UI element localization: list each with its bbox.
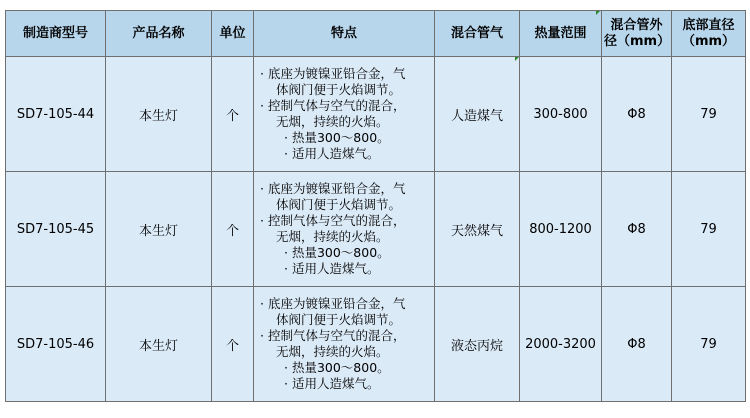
cell-pipe-diameter: Φ8 xyxy=(602,57,672,172)
cell-pipe-diameter: Φ8 xyxy=(602,287,672,402)
cell-features xyxy=(254,287,435,402)
feature-line: 无烟，持续的火焰。 xyxy=(276,344,389,359)
header-base-line1: 底部直径 xyxy=(682,17,735,33)
feature-line: · 热量300～800。 xyxy=(284,130,390,145)
cell-base-diameter: 79 xyxy=(672,172,746,287)
feature-line: · 适用人造煤气。 xyxy=(284,261,380,276)
header-model: 制造商型号 xyxy=(6,11,106,57)
table-header-row xyxy=(6,11,746,57)
cell-model: SD7-105-46 xyxy=(6,287,106,402)
product-table-container xyxy=(5,10,746,402)
feature-line: · 适用人造煤气。 xyxy=(284,146,380,161)
cell-features xyxy=(254,57,435,172)
cell-unit: 个 xyxy=(212,287,254,402)
cell-product-name: 本生灯 xyxy=(106,57,212,172)
cell-base-diameter: 79 xyxy=(672,287,746,402)
header-gas: 混合管气 xyxy=(435,11,520,57)
header-pipe-line1: 混合管外 xyxy=(610,17,663,33)
feature-line: · 控制气体与空气的混合， xyxy=(260,328,406,343)
cell-unit: 个 xyxy=(212,57,254,172)
table-row xyxy=(6,287,746,402)
feature-line: · 底座为镀镍亚铅合金，气 xyxy=(260,181,406,196)
cell-unit: 个 xyxy=(212,172,254,287)
header-pipe-diameter xyxy=(602,11,672,57)
header-product-name: 产品名称 xyxy=(106,11,212,57)
header-features: 特点 xyxy=(254,11,435,57)
header-unit: 单位 xyxy=(212,11,254,57)
table-row xyxy=(6,172,746,287)
feature-line: 无烟，持续的火焰。 xyxy=(276,114,389,129)
cell-pipe-diameter: Φ8 xyxy=(602,172,672,287)
feature-line: · 热量300～800。 xyxy=(284,360,390,375)
feature-line: · 底座为镀镍亚铅合金，气 xyxy=(260,66,406,81)
header-base-diameter xyxy=(672,11,746,57)
feature-line: · 热量300～800。 xyxy=(284,245,390,260)
cell-heat-range: 300-800 xyxy=(520,57,602,172)
cell-features xyxy=(254,172,435,287)
cell-heat-range: 2000-3200 xyxy=(520,287,602,402)
feature-line: 体阀门便于火焰调节。 xyxy=(276,312,402,327)
feature-line: · 适用人造煤气。 xyxy=(284,376,380,391)
feature-line: · 控制气体与空气的混合， xyxy=(260,98,406,113)
cell-gas: 天然煤气 xyxy=(435,172,520,287)
feature-line: 体阀门便于火焰调节。 xyxy=(276,82,402,97)
cell-heat-range: 800-1200 xyxy=(520,172,602,287)
feature-line: · 控制气体与空气的混合， xyxy=(260,213,406,228)
cell-gas: 液态丙烷 xyxy=(435,287,520,402)
cell-comment-marker xyxy=(515,57,519,61)
cell-model: SD7-105-45 xyxy=(6,172,106,287)
product-spec-table xyxy=(5,10,746,402)
header-pipe-line2: 径（mm） xyxy=(604,33,671,49)
feature-line: · 底座为镀镍亚铅合金，气 xyxy=(260,296,406,311)
cell-model: SD7-105-44 xyxy=(6,57,106,172)
cell-comment-marker xyxy=(596,11,600,15)
cell-product-name: 本生灯 xyxy=(106,172,212,287)
cell-base-diameter: 79 xyxy=(672,57,746,172)
header-heat-range: 热量范围 xyxy=(520,11,602,57)
cell-product-name: 本生灯 xyxy=(106,287,212,402)
table-row xyxy=(6,57,746,172)
header-base-line2: （mm） xyxy=(681,33,736,49)
feature-line: 体阀门便于火焰调节。 xyxy=(276,197,402,212)
feature-line: 无烟，持续的火焰。 xyxy=(276,229,389,244)
cell-gas: 人造煤气 xyxy=(435,57,520,172)
